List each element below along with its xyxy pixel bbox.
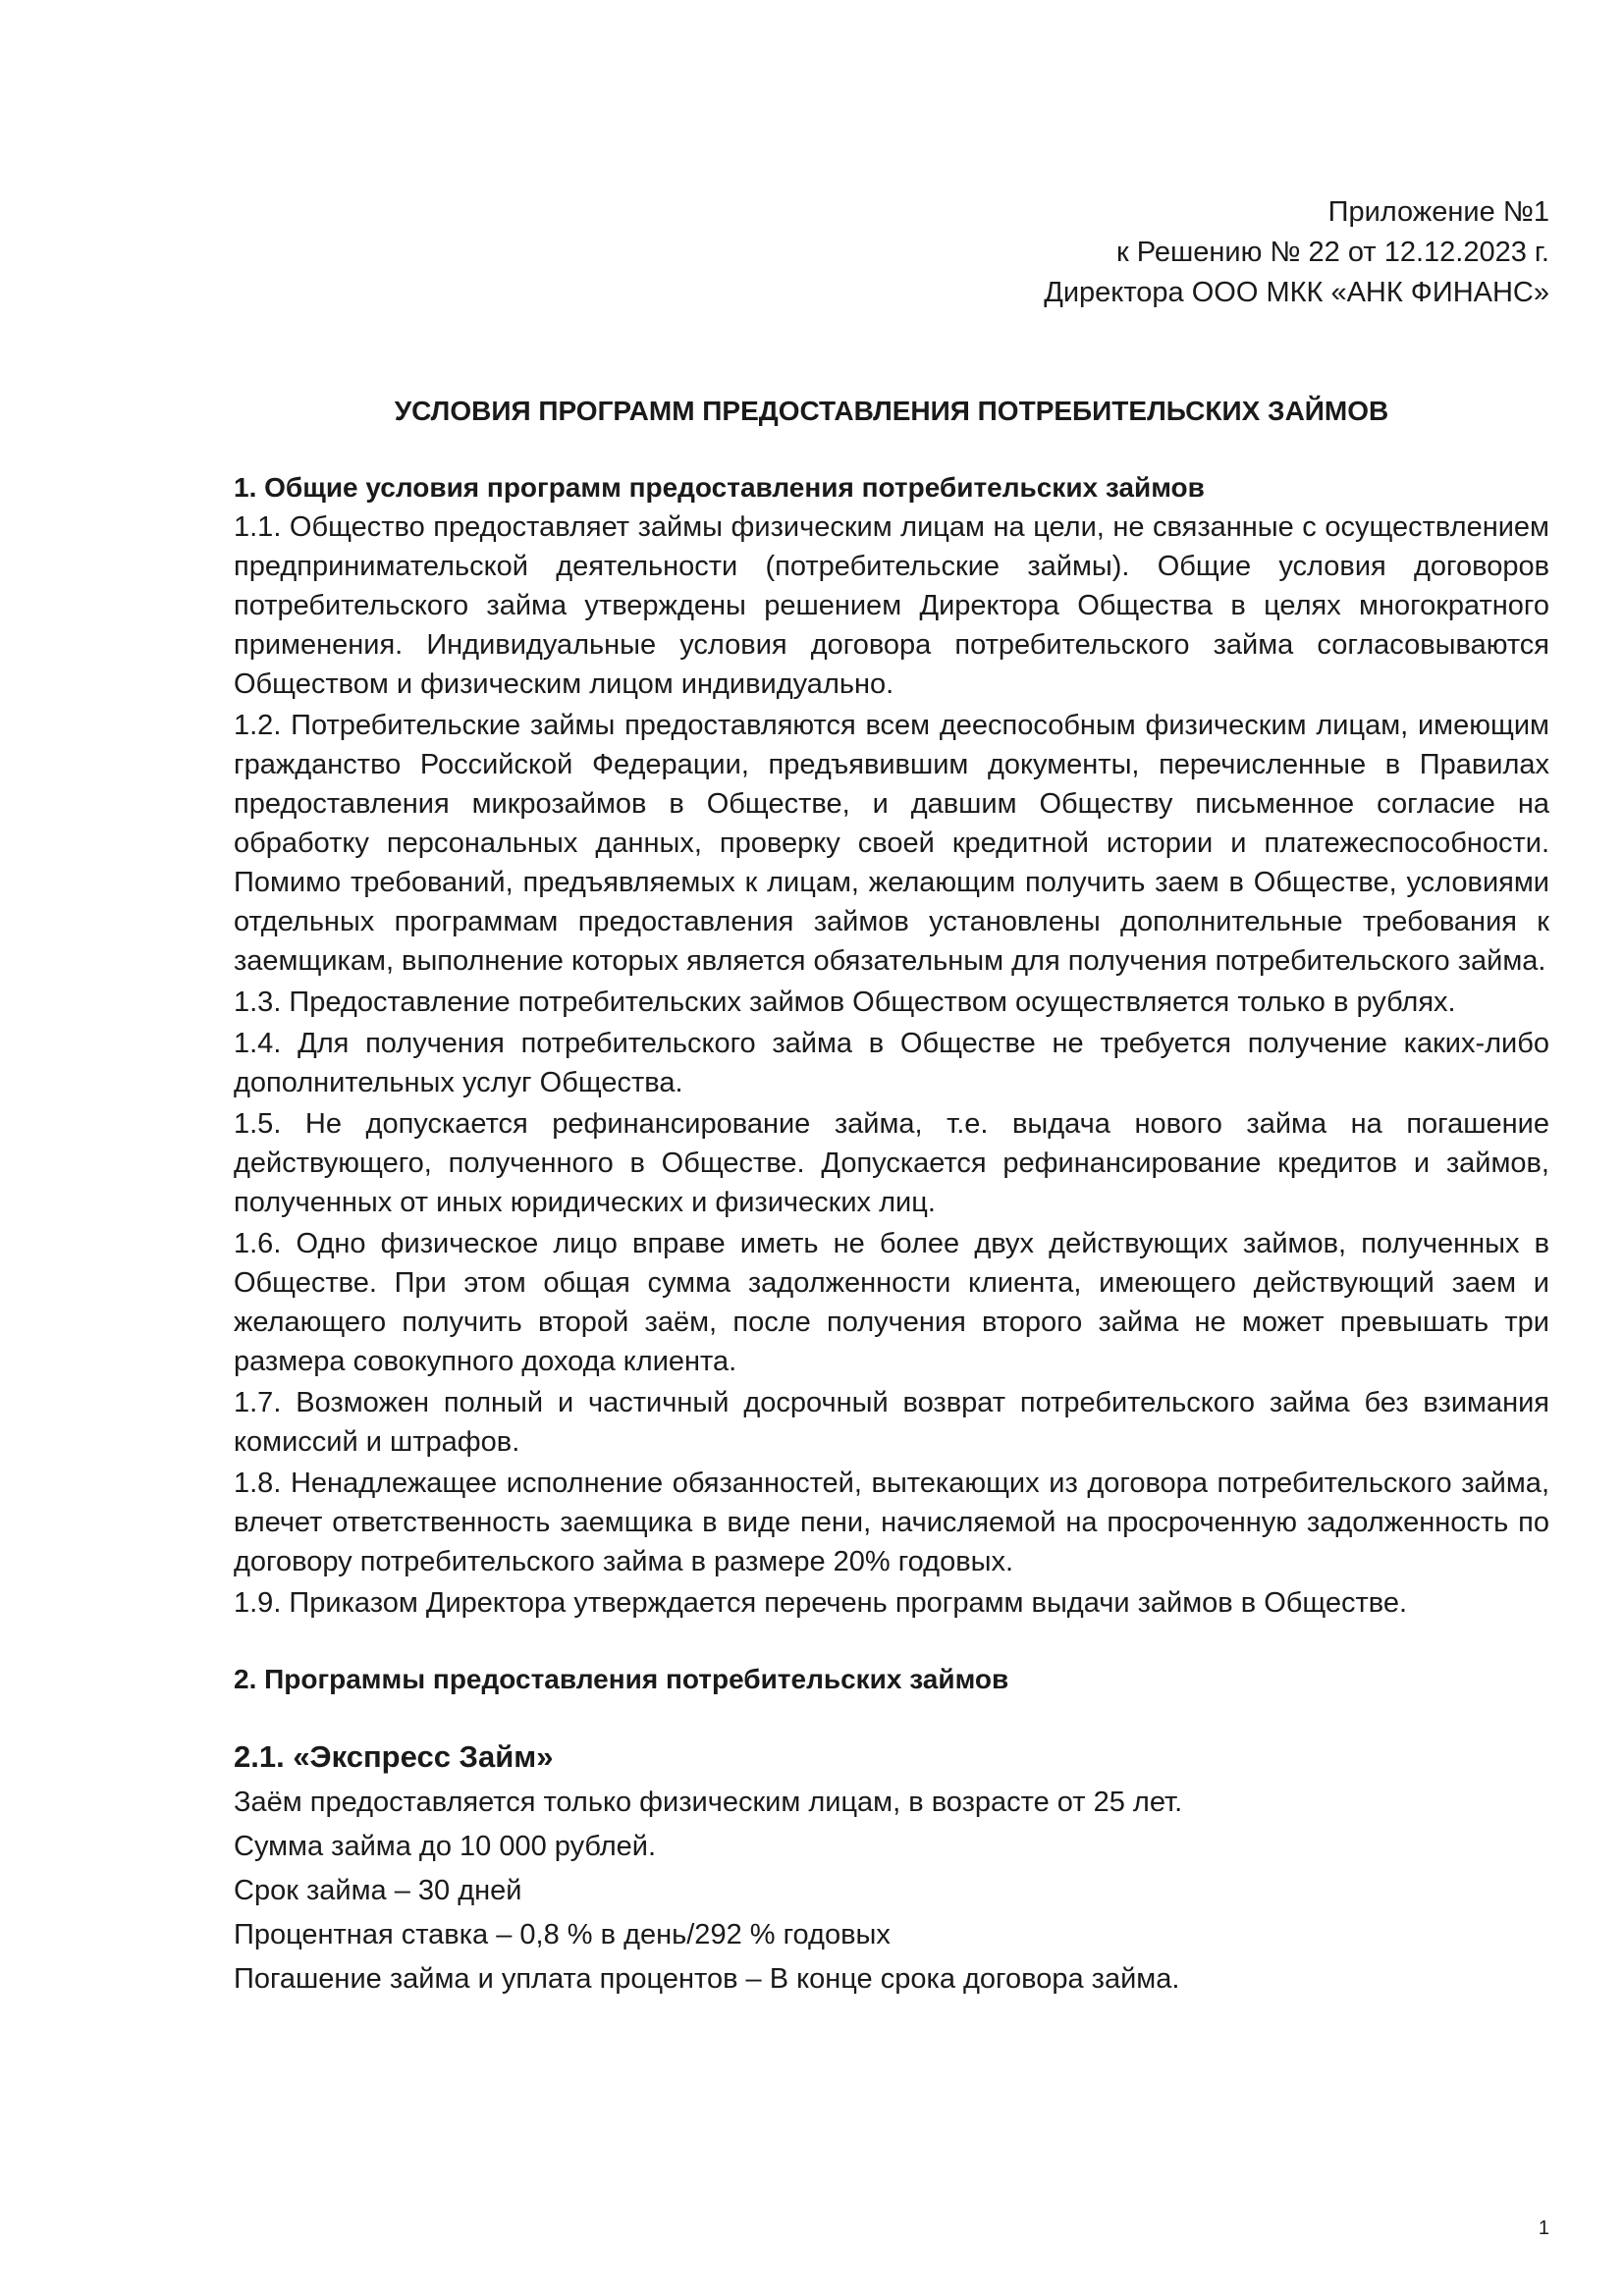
- program-term: Заём предоставляется только физическим лицам, в возрасте от 25 лет.: [234, 1787, 1183, 1818]
- clause-1-8: 1.8. Ненадлежащее исполнение обязанностей, вытекающих из договора потребительского займа, влечет ответственность заемщика в виде пени, начисляемой на просроченную задолженность по договору потребительского займа в размере 20% годовых.: [234, 1468, 1549, 1577]
- appendix-line: Приложение №1: [1327, 196, 1549, 228]
- appendix-block: [234, 192, 1549, 313]
- program-term: Процентная ставка – 0,8 % в день/292 % годовых: [234, 1919, 891, 1950]
- program-express-heading: 2.1. «Экспресс Займ»: [234, 1739, 554, 1774]
- clause-1-1: 1.1. Общество предоставляет займы физическим лицам на цели, не связанные с осуществлением предпринимательской деятельности (потребительские займы). Общие условия договоров потребительского займа утверждены решением Директора Общества в целях многократного применения. Индивидуальные условия договора потребительского займа согласовываются Обществом и физическим лицом индивидуально.: [234, 511, 1549, 700]
- program-term: Срок займа – 30 дней: [234, 1875, 522, 1906]
- clause-1-9: 1.9. Приказом Директора утверждается перечень программ выдачи займов в Обществе.: [234, 1587, 1408, 1619]
- clause-1-5: 1.5. Не допускается рефинансирование займа, т.е. выдача нового займа на погашение действующего, полученного в Обществе. Допускается рефинансирование кредитов и займов, полученных от иных юридических и физических лиц.: [234, 1108, 1549, 1218]
- clause-1-7: 1.7. Возможен полный и частичный досрочный возврат потребительского займа без взимания комиссий и штрафов.: [234, 1387, 1549, 1458]
- document-page: [234, 192, 1549, 1999]
- appendix-line: к Решению № 22 от 12.12.2023 г.: [1116, 237, 1549, 268]
- program-express-terms: [234, 1783, 1549, 1999]
- section-1-clauses: [234, 507, 1549, 1623]
- appendix-line: Директора ООО МКК «АНК ФИНАНС»: [1044, 277, 1549, 308]
- section-2-heading: 2. Программы предоставления потребительских займов: [234, 1664, 1009, 1694]
- clause-1-4: 1.4. Для получения потребительского займа в Обществе не требуется получение каких-либо дополнительных услуг Общества.: [234, 1028, 1549, 1098]
- page-number: 1: [1538, 2217, 1549, 2239]
- program-term: Сумма займа до 10 000 рублей.: [234, 1831, 657, 1862]
- clause-1-2: 1.2. Потребительские займы предоставляются всем дееспособным физическим лицам, имеющим гражданство Российской Федерации, предъявившим документы, перечисленные в Правилах предоставления микрозаймов в Обществе, и давшим Обществу письменное согласие на обработку персональных данных, проверку своей кредитной истории и платежеспособности. Помимо требований, предъявляемых к лицам, желающим получить заем в Обществе, условиями отдельных программам предоставления займов установлены дополнительные требования к заемщикам, выполнение которых является обязательным для получения потребительского займа.: [234, 710, 1549, 977]
- clause-1-3: 1.3. Предоставление потребительских займов Обществом осуществляется только в рублях.: [234, 987, 1456, 1018]
- document-title: УСЛОВИЯ ПРОГРАММ ПРЕДОСТАВЛЕНИЯ ПОТРЕБИТЕЛЬСКИХ ЗАЙМОВ: [394, 396, 1389, 426]
- program-term: Погашение займа и уплата процентов – В конце срока договора займа.: [234, 1963, 1180, 1995]
- section-1-heading: 1. Общие условия программ предоставления потребительских займов: [234, 472, 1205, 503]
- clause-1-6: 1.6. Одно физическое лицо вправе иметь не более двух действующих займов, полученных в Обществе. При этом общая сумма задолженности клиента, имеющего действующий заем и желающего получить второй заём, после получения второго займа не может превышать три размера совокупного дохода клиента.: [234, 1228, 1549, 1377]
